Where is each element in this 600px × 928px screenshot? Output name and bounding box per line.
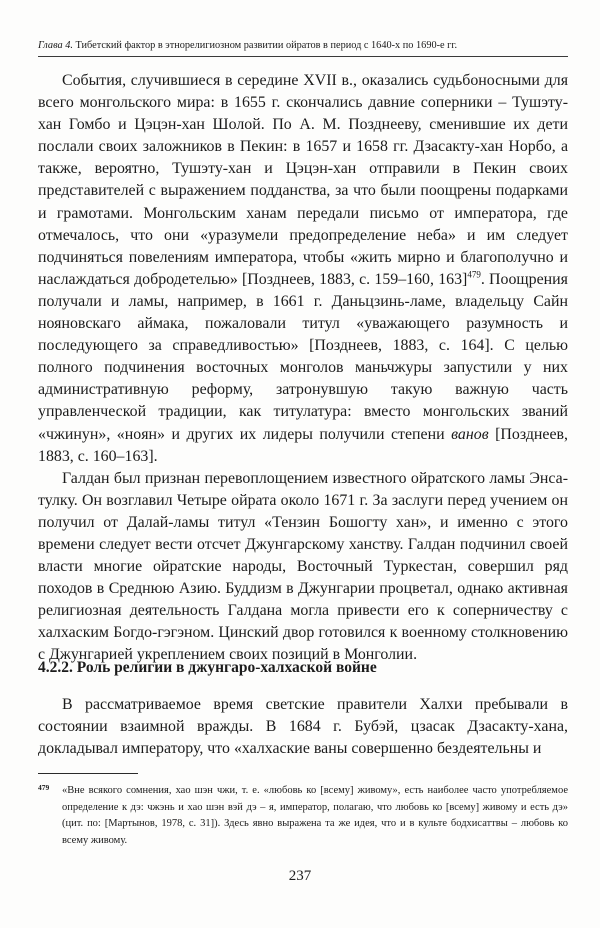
running-head-chapter: Глава 4. — [38, 40, 73, 51]
footnote-reference[interactable]: 479 — [467, 269, 481, 280]
paragraph-2: Галдан был признан перевоплощением известного ойратского ламы Энса-тулку. Он возглавил Четыре ойрата около 1671 г. За заслуги перед учением он получил от Далай-ламы титул «Тензин Бошогту хан», и именно с этого времени следует вести отсчет Джунгарскому ханству. Галдан подчинил своей власти многие ойратские народы, Восточный Туркестан, совершил ряд походов в Среднюю Азию. Буддизм в Джунгарии процветал, однако активная религиозная деятельность Галдана могла привести его к соперничеству с халхаским Богдо-гэгэном. Цинский двор готовился к военному столкновению с Джунгарией укреплением своих позиций в Монголии. — [38, 469, 568, 664]
page-number: 237 — [288, 868, 312, 884]
footnote — [38, 783, 568, 849]
paragraph-1-part-a: События, случившиеся в середине XVII в., оказались судьбоносными для всего монгольского мира: в 1655 г. скончались давние соперники – Тушэту-хан Гомбо и Цэцэн-хан Шолой. По А. М. Позднееву, сменившие их дети послали своих заложников в Пекин: в 1657 и 1658 гг. Дзасакту-хан Норбо, а также, вероятно, Тушэту-хан и Цэцэн-хан отправили в Пекин своих представителей с выражением подданства, за что были поощрены подарками и грамотами. Монгольским ханам передали письмо от императора, где отмечалось, что они «уразумели предопределение неба» и им следует подчиняться повелениям императора, чтобы «жить мирно и благополучно и наслаждаться добродетелью» [Позднеев, 1883, с. 159–160, 163] — [38, 72, 568, 288]
main-text-continued — [38, 694, 568, 760]
paragraph-3: В рассматриваемое время светские правители Халхи пребывали в состоянии взаимной вражды. В 1684 г. Бубэй, цзасак Дзасакту-хана, докладывал императору, что «халхаские ваны совершенно бездеятельны и — [38, 696, 568, 758]
running-head-title: Тибетский фактор в этнорелигиозном развитии ойратов в период с 1640-х по 1690-е гг. — [75, 40, 458, 51]
footnote-text: «Вне всякого сомнения, хао шэн чжи, т. е. «любовь ко [всему] живому», есть наиболее часто употребляемое определение к дэ: чжэнь и хао шэн вэй дэ – я, император, полагаю, что любовь ко [всему] живому и есть дэ» (цит. по: [Мартынов, 1978, с. 31]). Здесь явно выражена та же идея, что и в культе бодхисаттвы – любовь ко всему живому. — [62, 785, 568, 846]
paragraph-1 — [38, 70, 568, 468]
paragraph-1-part-c: [Позднеев, 1883, с. 160–163]. — [38, 425, 569, 465]
section-heading: 4.2.2. Роль религии в джунгаро-халхаской войне — [38, 659, 377, 676]
paragraph-1-part-b: . Поощрения получали и ламы, например, в 1661 г. Даньцзинь-ламе, владельцу Сайн нояновскаго аймака, пожаловали титул «уважающего разумность и последующего за справедливостью» [Позднеев, 1883, с. 164]. С целью полного подчинения восточных монголов маньчжуры запустили у них административную реформу, затронувшую такую важную часть управленческой традиции, как титулатура: вместо монгольских званий «чжинун», «нoян» и других их лидеры получили степени — [38, 270, 568, 443]
footnote-number: 479 — [38, 783, 50, 792]
main-text — [38, 70, 568, 667]
footnote-divider — [38, 773, 138, 774]
italic-term: ванов — [451, 425, 489, 443]
running-head — [38, 38, 568, 57]
